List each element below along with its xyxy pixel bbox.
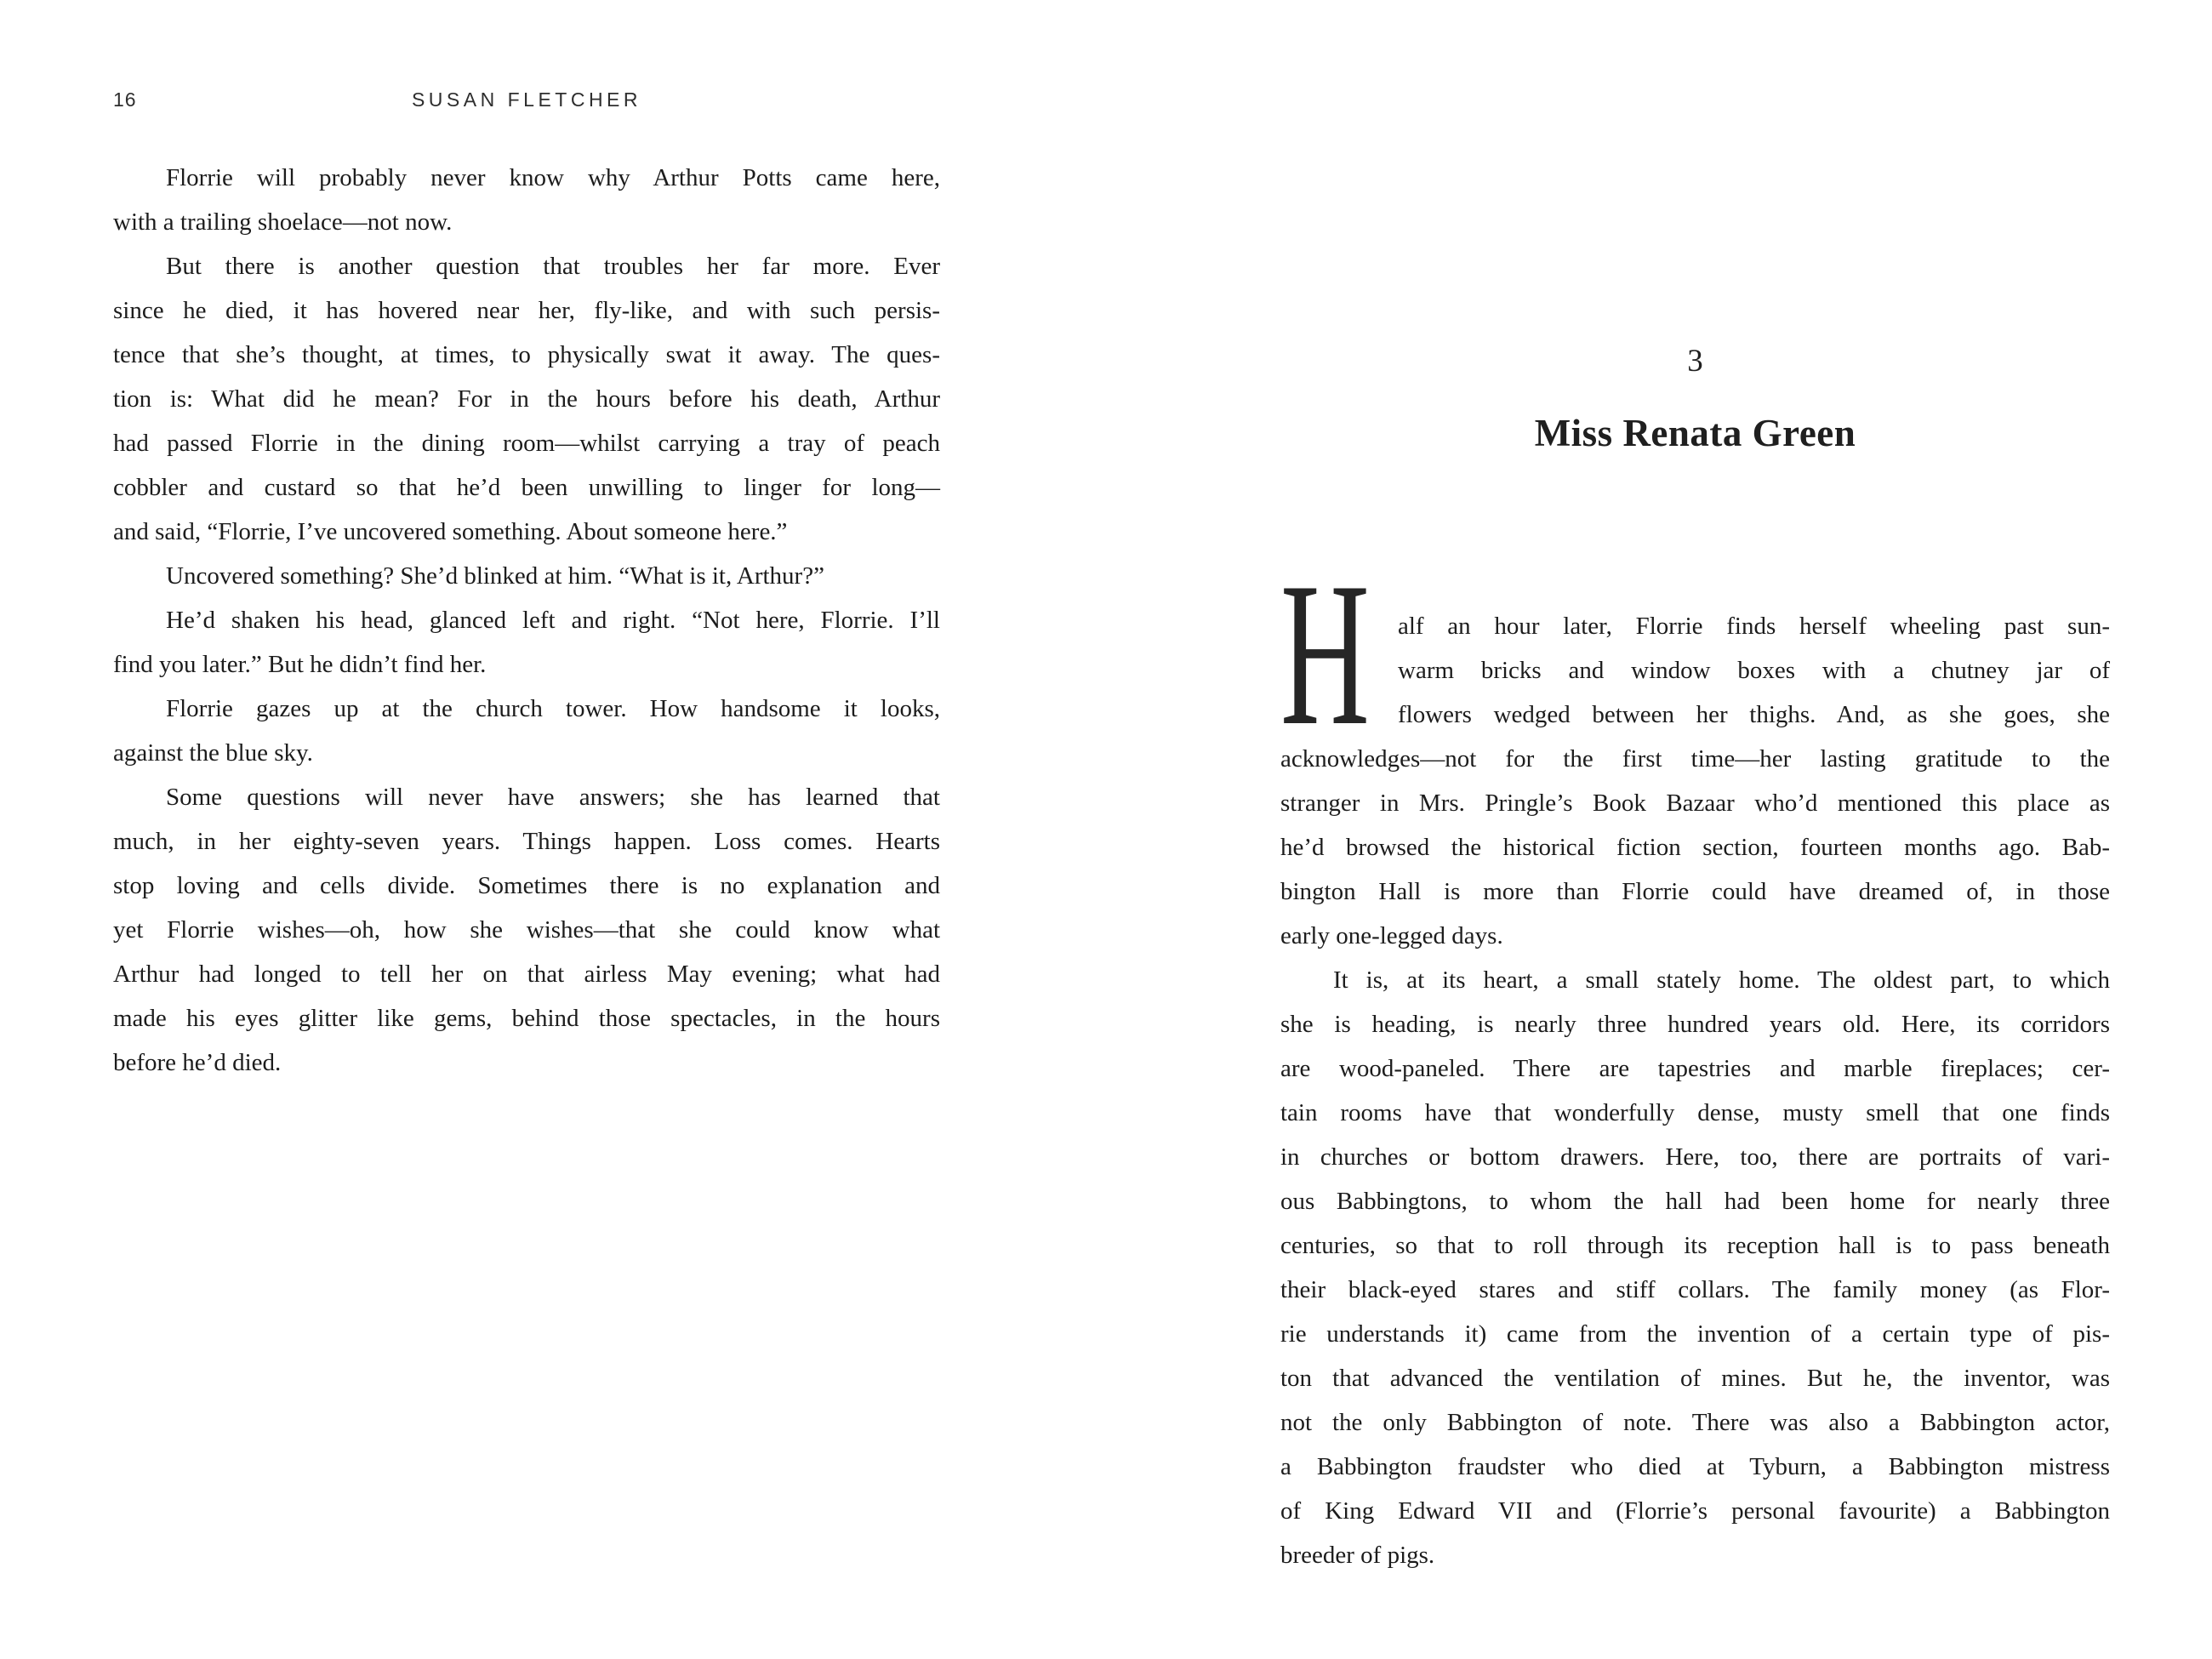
text-line: since he died, it has hovered near her, fly-like, and with such persis- xyxy=(113,297,940,324)
text-line: of King Edward VII and (Florrie’s personal favourite) a Babbington xyxy=(1280,1497,2110,1525)
text-line: not the only Babbington of note. There was also a Babbington actor, xyxy=(1280,1409,2110,1436)
chapter-number: 3 xyxy=(1687,344,1703,379)
text-line: against the blue sky. xyxy=(113,739,313,767)
text-line: ton that advanced the ventilation of mines. But he, the inventor, was xyxy=(1280,1365,2110,1392)
text-line: early one-legged days. xyxy=(1280,922,1503,949)
text-line: are wood-paneled. There are tapestries and marble fireplaces; cer- xyxy=(1280,1055,2110,1082)
running-header-author: SUSAN FLETCHER xyxy=(411,88,642,111)
text-line: he’d browsed the historical fiction section, fourteen months ago. Bab- xyxy=(1280,834,2110,861)
running-header xyxy=(113,88,940,116)
drop-cap-letter: H xyxy=(1280,540,1370,768)
page-number: 16 xyxy=(113,88,137,111)
text-line: Arthur had longed to tell her on that airless May evening; what had xyxy=(113,961,940,988)
text-line: Some questions will never have answers; she has learned that xyxy=(166,784,940,811)
text-line: had passed Florrie in the dining room—whilst carrying a tray of peach xyxy=(113,430,940,457)
text-line: centuries, so that to roll through its reception hall is to pass beneath xyxy=(1280,1232,2110,1259)
text-line: find you later.” But he didn’t find her. xyxy=(113,651,487,678)
text-line: with a trailing shoelace—not now. xyxy=(113,208,453,236)
text-line: Florrie gazes up at the church tower. How handsome it looks, xyxy=(166,695,940,722)
text-line: Uncovered something? She’d blinked at him. “What is it, Arthur?” xyxy=(166,562,824,590)
text-line: stranger in Mrs. Pringle’s Book Bazaar who’d mentioned this place as xyxy=(1280,790,2110,817)
text-line: flowers wedged between her thighs. And, as she goes, she xyxy=(1398,701,2110,728)
text-line: warm bricks and window boxes with a chutney jar of xyxy=(1398,657,2110,684)
text-line: in churches or bottom drawers. Here, too, there are portraits of vari- xyxy=(1280,1143,2110,1171)
text-line: ous Babbingtons, to whom the hall had been home for nearly three xyxy=(1280,1188,2110,1215)
text-line: tence that she’s thought, at times, to physically swat it away. The ques- xyxy=(113,341,940,368)
text-line: alf an hour later, Florrie finds herself wheeling past sun- xyxy=(1398,613,2110,640)
text-line: But there is another question that troubles her far more. Ever xyxy=(166,253,940,280)
text-line: He’d shaken his head, glanced left and right. “Not here, Florrie. I’ll xyxy=(166,607,940,634)
text-line: much, in her eighty-seven years. Things happen. Loss comes. Hearts xyxy=(113,828,940,855)
text-line: tain rooms have that wonderfully dense, musty smell that one finds xyxy=(1280,1099,2110,1126)
chapter-heading xyxy=(1280,340,2110,456)
text-line: their black-eyed stares and stiff collars. The family money (as Flor- xyxy=(1280,1276,2110,1303)
text-line: she is heading, is nearly three hundred years old. Here, its corridors xyxy=(1280,1011,2110,1038)
text-line: breeder of pigs. xyxy=(1280,1542,1435,1569)
text-line: It is, at its heart, a small stately home. The oldest part, to which xyxy=(1333,966,2110,994)
text-line: Florrie will probably never know why Arthur Potts came here, xyxy=(166,164,940,191)
left-page-text xyxy=(113,156,940,1085)
text-line: bington Hall is more than Florrie could have dreamed of, in those xyxy=(1280,878,2110,905)
right-page-text xyxy=(1280,540,2110,1577)
text-line: before he’d died. xyxy=(113,1049,282,1076)
text-line: stop loving and cells divide. Sometimes there is no explanation and xyxy=(113,872,940,899)
text-line: acknowledges—not for the first time—her lasting gratitude to the xyxy=(1280,745,2110,772)
text-line: made his eyes glitter like gems, behind those spectacles, in the hours xyxy=(113,1005,940,1032)
text-line: tion is: What did he mean? For in the hours before his death, Arthur xyxy=(113,385,940,413)
text-line: cobbler and custard so that he’d been unwilling to linger for long— xyxy=(113,474,940,501)
text-line: yet Florrie wishes—oh, how she wishes—that she could know what xyxy=(113,916,940,944)
text-line: a Babbington fraudster who died at Tyburn, a Babbington mistress xyxy=(1280,1453,2110,1480)
text-line: rie understands it) came from the invention of a certain type of pis- xyxy=(1280,1320,2110,1348)
text-line: and said, “Florrie, I’ve uncovered something. About someone here.” xyxy=(113,518,788,545)
chapter-title: Miss Renata Green xyxy=(1534,412,1856,454)
